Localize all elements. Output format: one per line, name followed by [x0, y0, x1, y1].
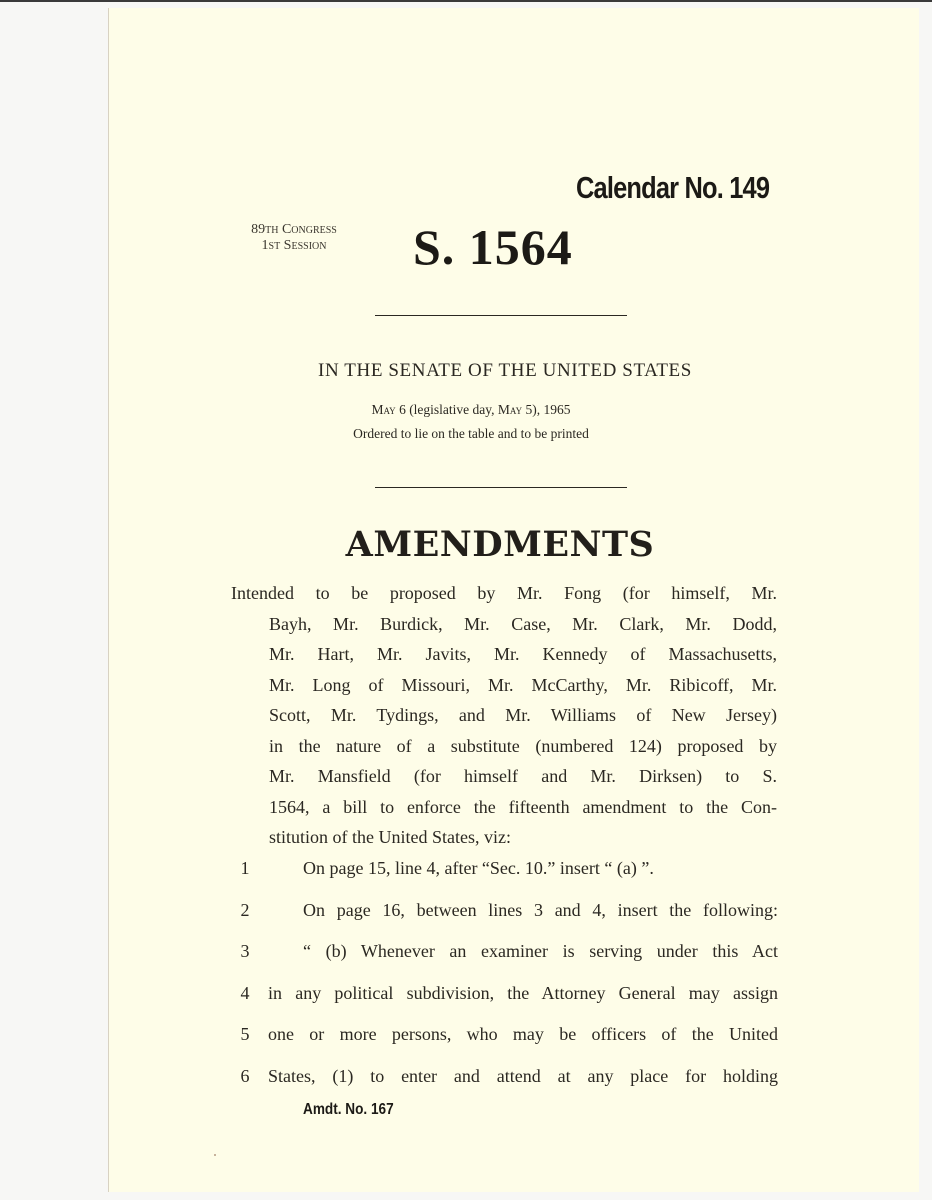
numbered-line [230, 858, 778, 900]
line-text: On page 15, line 4, after “Sec. 10.” insert “ (a) ”. [303, 858, 654, 878]
numbered-line [230, 983, 778, 1025]
date-part-2: 5), 1965 [522, 402, 571, 417]
intro-line: Scott, Mr. Tydings, and Mr. Williams of New Jersey) [269, 705, 777, 725]
line-number: 4 [240, 982, 250, 1003]
intro-line: stitution of the United States, viz: [269, 827, 511, 847]
numbered-text [230, 858, 778, 1107]
amendments-title: AMENDMENTS [345, 524, 655, 565]
numbered-line [230, 900, 778, 942]
line-number: 6 [240, 1065, 250, 1086]
scan-top-border [0, 0, 932, 2]
intro-paragraph [231, 578, 777, 853]
intro-line: in the nature of a substitute (numbered 124) proposed by [269, 735, 777, 756]
divider-top [375, 315, 627, 316]
line-number: 2 [240, 899, 250, 920]
line-text: one or more persons, who may be officers of the United [268, 1024, 778, 1044]
numbered-line [230, 1024, 778, 1066]
date-part-1: 6 (legislative day, [395, 402, 498, 417]
intro-line: Mr. Mansfield (for himself and Mr. Dirksen) to S. [269, 766, 777, 786]
date-month-2: May [497, 402, 523, 417]
paper-speck [214, 1154, 216, 1156]
ordered-line: Ordered to lie on the table and to be printed [353, 426, 589, 441]
date-month-1: May [371, 402, 396, 417]
line-text: States, (1) to enter and attend at any place for holding [268, 1065, 778, 1086]
amendment-number: Amdt. No. 167 [303, 1101, 394, 1118]
bill-number: S. 1564 [413, 219, 573, 275]
line-text: On page 16, between lines 3 and 4, insert the following: [303, 899, 778, 920]
line-text: in any political subdivision, the Attorney General may assign [268, 982, 778, 1003]
line-text: “ (b) Whenever an examiner is serving under this Act [303, 941, 778, 961]
line-number: 3 [240, 941, 250, 961]
divider-bottom [375, 487, 627, 488]
date-line [0, 402, 932, 418]
chamber-heading: IN THE SENATE OF THE UNITED STATES [318, 360, 692, 381]
intro-line: 1564, a bill to enforce the fifteenth amendment to the Con- [269, 796, 777, 817]
numbered-line [230, 941, 778, 983]
congress-session [226, 222, 362, 254]
intro-line: Bayh, Mr. Burdick, Mr. Case, Mr. Clark, Mr. Dodd, [269, 613, 777, 634]
intro-line: Mr. Hart, Mr. Javits, Mr. Kennedy of Massachusetts, [269, 644, 777, 664]
line-number: 5 [240, 1024, 250, 1044]
intro-line: Mr. Long of Missouri, Mr. McCarthy, Mr. Ribicoff, Mr. [269, 674, 777, 695]
line-number: 1 [240, 858, 250, 878]
congress-label: 89th Congress [251, 222, 337, 237]
session-label: 1st Session [261, 238, 327, 253]
calendar-number: Calendar No. 149 [576, 170, 770, 205]
intro-line: Intended to be proposed by Mr. Fong (for himself, Mr. [231, 583, 777, 603]
